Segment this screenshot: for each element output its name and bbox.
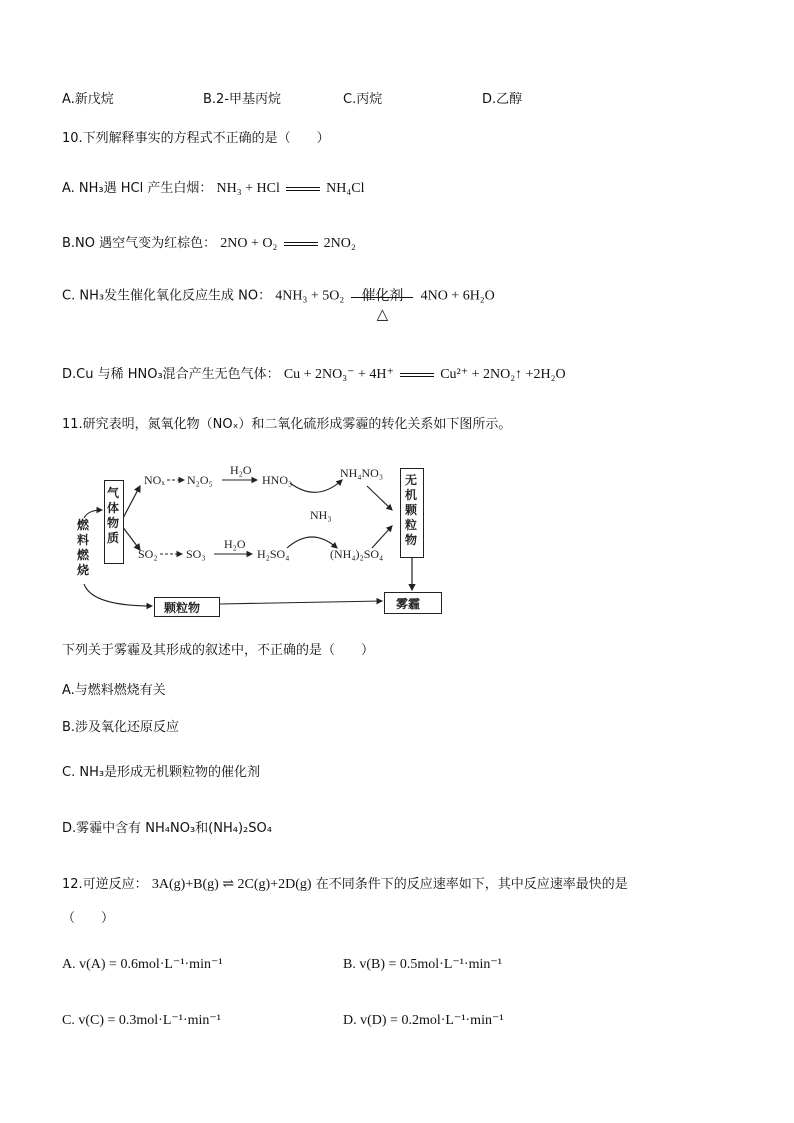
q12-stem-pre: 12.可逆反应： — [62, 877, 148, 892]
q9-option-d: D.乙醇 — [482, 92, 523, 107]
q12-option-a: A. v(A) = 0.6mol·L⁻¹·min⁻¹ — [62, 957, 223, 972]
q9-option-b: B.2-甲基丙烷 — [203, 92, 282, 107]
heat-triangle-icon: △ — [376, 305, 389, 323]
q10-b-label: B.NO 遇空气变为红棕色： — [62, 236, 217, 251]
nh4no3-label: NH₄NO₃ — [340, 466, 384, 480]
fuel-label: 燃料燃烧 — [76, 518, 89, 577]
q9-option-a: A.新戊烷 — [62, 92, 114, 107]
q10-c-label: C. NH₃发生催化氧化反应生成 NO： — [62, 288, 272, 304]
q12-stem-line2: （ ） — [62, 911, 115, 926]
q12-stem-post: 在不同条件下的反应速率如下，其中反应速率最快的是 — [315, 877, 628, 892]
hno3-label: HNO₃ — [262, 473, 293, 487]
q10-a-label: A. NH₃遇 HCl 产生白烟： — [62, 181, 213, 196]
q11-option-a: A.与燃料燃烧有关 — [62, 683, 166, 698]
particles-label: 颗粒物 — [164, 601, 201, 615]
q9-option-c: C.丙烷 — [343, 92, 383, 107]
nox-label: NOₓ — [144, 473, 165, 487]
h2o-label-1: H₂O — [230, 463, 252, 477]
q10-stem: 10.下列解释事实的方程式不正确的是（ ） — [62, 131, 330, 146]
q12-option-b: B. v(B) = 0.5mol·L⁻¹·min⁻¹ — [343, 957, 503, 972]
q12-reaction: 3A(g)+B(g) ⇌ 2C(g)+2D(g) — [151, 877, 312, 892]
q10-c-lhs: 4NH₃ + 5O₂ — [275, 288, 345, 304]
q10-d-rhs: Cu²⁺ + 2NO₂↑ +2H₂O — [440, 367, 566, 382]
q10-a-rhs: NH₄Cl — [326, 181, 365, 196]
q11-question: 下列关于雾霾及其形成的叙述中，不正确的是（ ） — [62, 643, 375, 658]
q10-option-b — [62, 235, 356, 253]
inorganic-label: 无机颗粒物 — [404, 473, 417, 547]
q10-c-rhs: 4NO + 6H₂O — [420, 288, 495, 304]
q11-option-b: B.涉及氧化还原反应 — [62, 720, 180, 735]
so3-label: SO₃ — [186, 547, 206, 561]
h2so4-label: H₂SO₄ — [257, 547, 290, 561]
equals-arrow-icon — [284, 242, 318, 246]
haze-diagram — [62, 458, 452, 618]
q10-option-c — [62, 279, 495, 323]
catalyst-label: 催化剂 — [361, 288, 404, 304]
nh3-label: NH₃ — [310, 508, 332, 522]
catalyst-condition — [351, 279, 413, 323]
q12-option-c: C. v(C) = 0.3mol·L⁻¹·min⁻¹ — [62, 1013, 222, 1028]
equals-arrow-icon — [400, 373, 434, 377]
q10-d-lhs: Cu + 2NO₃⁻ + 4H⁺ — [283, 367, 394, 382]
q10-a-lhs: NH₃ + HCl — [216, 181, 280, 196]
q12-stem — [62, 876, 628, 894]
q11-option-c: C. NH₃是形成无机颗粒物的催化剂 — [62, 765, 261, 780]
so2-label: SO₂ — [138, 547, 158, 561]
q10-option-a — [62, 180, 364, 198]
nh4so4-label: (NH₄)₂SO₄ — [330, 547, 384, 561]
q11-option-d: D.雾霾中含有 NH₄NO₃和(NH₄)₂SO₄ — [62, 821, 272, 836]
q10-b-lhs: 2NO + O₂ — [220, 236, 278, 251]
gas-label: 气体物质 — [106, 486, 119, 545]
q12-option-d: D. v(D) = 0.2mol·L⁻¹·min⁻¹ — [343, 1013, 504, 1028]
q11-stem: 11.研究表明，氮氧化物（NOₓ）和二氧化硫形成雾霾的转化关系如下图所示。 — [62, 417, 512, 432]
q10-d-label: D.Cu 与稀 HNO₃混合产生无色气体： — [62, 367, 280, 382]
haze-label: 雾霾 — [396, 597, 421, 611]
n2o5-label: N₂O₅ — [187, 473, 213, 487]
q10-b-rhs: 2NO₂ — [323, 236, 356, 251]
h2o-label-2: H₂O — [224, 537, 246, 551]
equals-arrow-icon — [286, 187, 320, 191]
q10-option-d — [62, 366, 566, 384]
